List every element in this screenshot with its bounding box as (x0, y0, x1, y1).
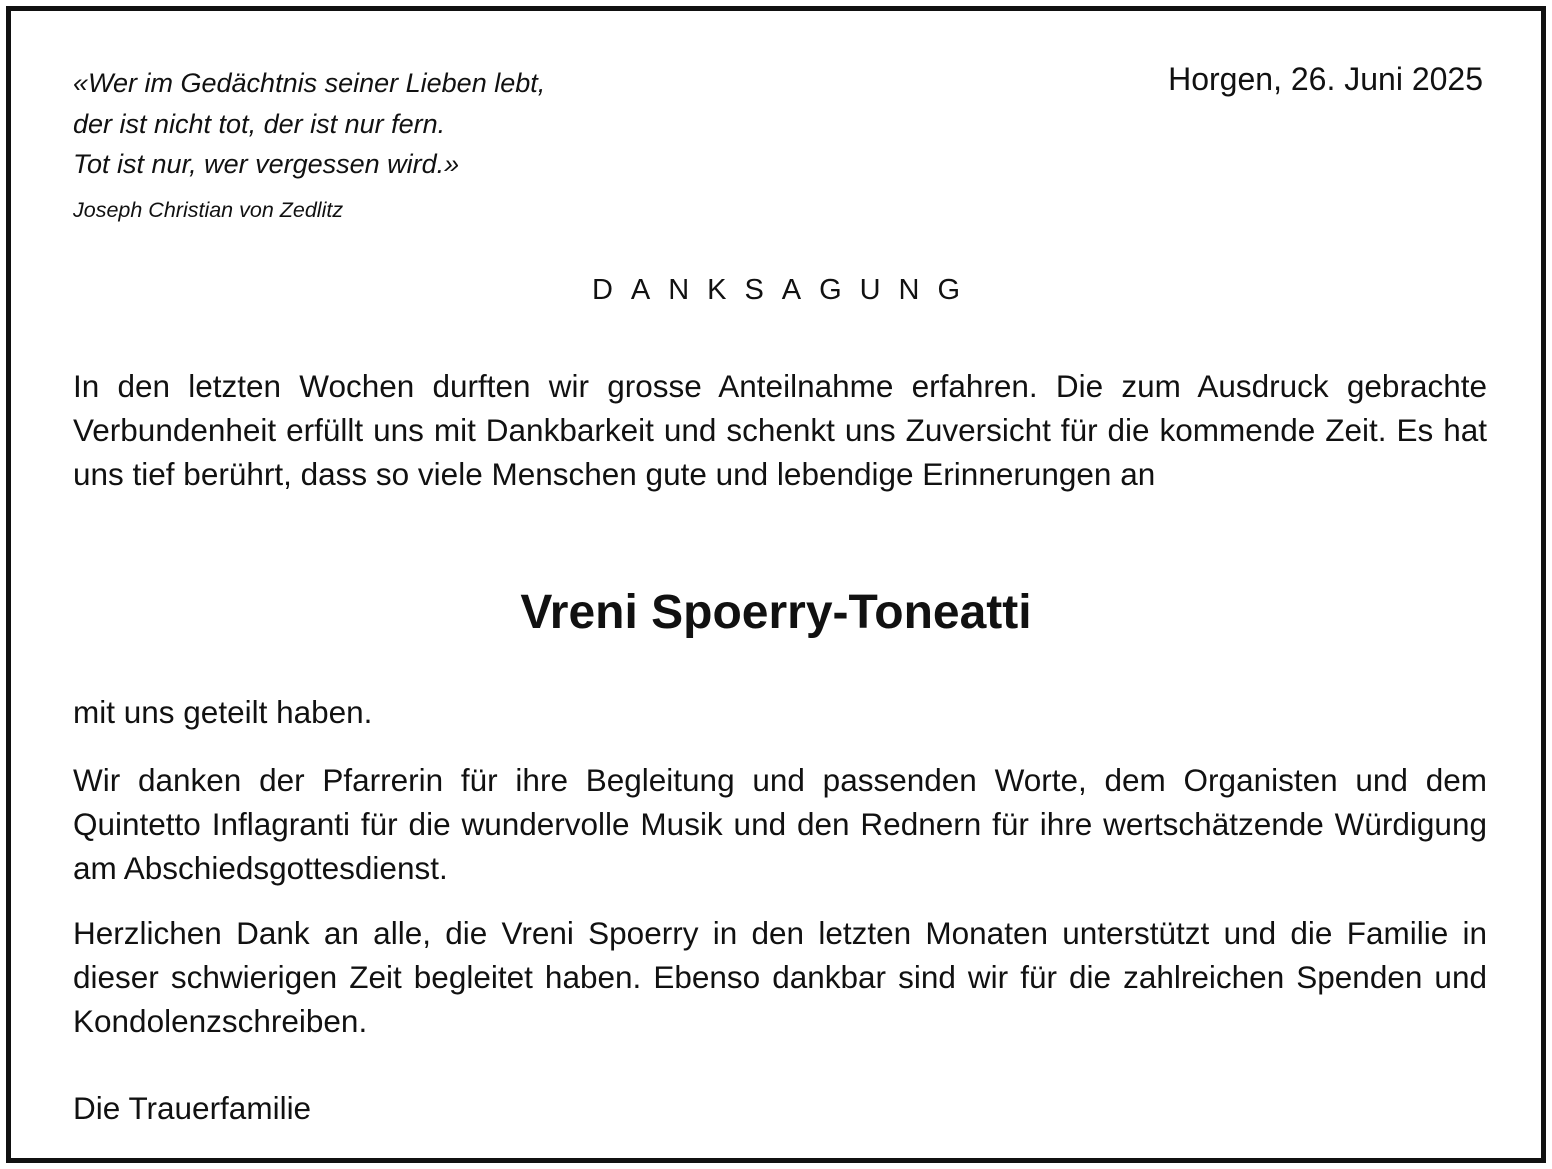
after-name-paragraph: mit uns geteilt haben. (73, 694, 373, 730)
quote-line: Tot ist nur, wer vergessen wird.» (73, 149, 460, 179)
place-date: Horgen, 26. Juni 2025 (1168, 61, 1483, 97)
obituary-card (6, 6, 1546, 1163)
page-title: DANKSAGUNG (591, 274, 979, 306)
thanks-support-paragraph: Herzlichen Dank an alle, die Vreni Spoerry in den letzten Monaten unterstützt und die Familie in dieser schwierigen Zeit begleitet haben. Ebenso dankbar sind wir für die zahlreichen Spenden und Kondolenzschreiben. (73, 915, 1487, 1039)
memorial-quote (73, 63, 973, 225)
signature: Die Trauerfamilie (73, 1090, 312, 1126)
intro-paragraph: In den letzten Wochen durften wir grosse Anteilnahme erfahren. Die zum Ausdruck gebrachte Verbundenheit erfüllt uns mit Dankbarkeit und schenkt uns Zuversicht für die kommende Zeit. Es hat uns tief berührt, dass so viele Menschen gute und lebendige Erinnerungen an (73, 368, 1487, 492)
quote-line: der ist nicht tot, der ist nur fern. (73, 108, 446, 139)
thanks-service-paragraph: Wir danken der Pfarrerin für ihre Begleitung und passenden Worte, dem Organisten und dem Quintetto Inflagranti für die wundervolle Musik und den Rednern für ihre wertschätzende Würdigung am Abschiedsgottesdienst. (73, 762, 1487, 886)
quote-author: Joseph Christian von Zedlitz (73, 197, 344, 222)
deceased-name: Vreni Spoerry-Toneatti (520, 586, 1032, 639)
quote-line: «Wer im Gedächtnis seiner Lieben lebt, (73, 68, 546, 98)
